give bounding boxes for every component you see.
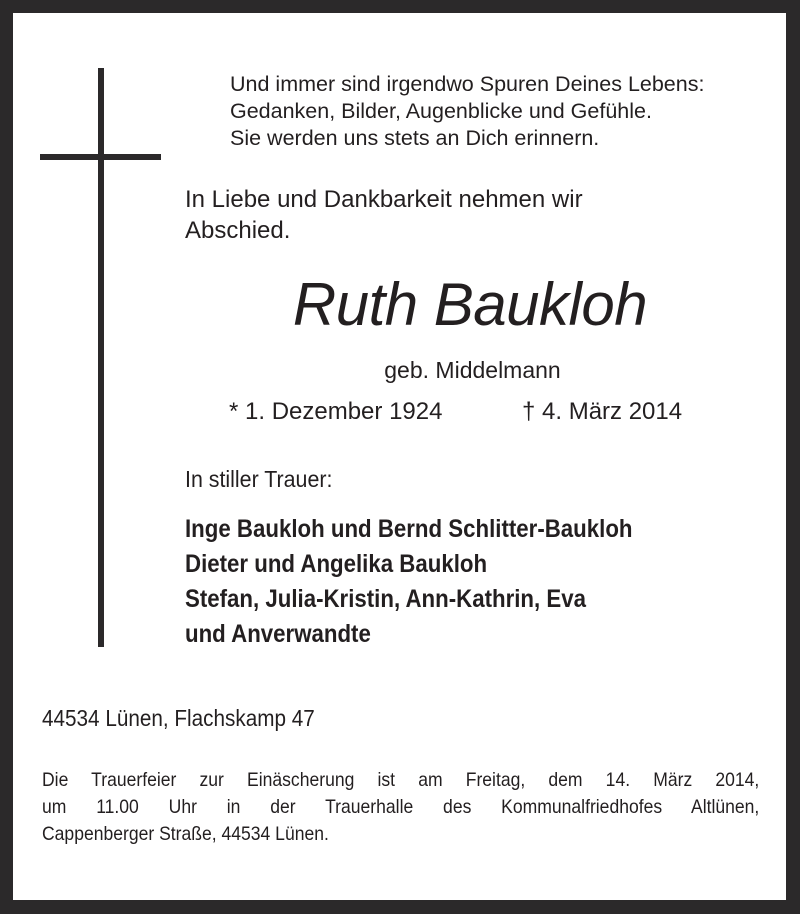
address: 44534 Lünen, Flachskamp 47: [42, 705, 315, 731]
family-line: und Anverwandte: [185, 620, 371, 648]
family-list: [185, 512, 633, 652]
intro-line: Abschied.: [185, 217, 291, 244]
family-line: Stefan, Julia-Kristin, Ann-Kathrin, Eva: [185, 585, 586, 613]
ceremony-info: [42, 767, 759, 848]
farewell-intro: [185, 184, 583, 246]
poem-line: Sie werden uns stets an Dich erinnern.: [230, 126, 600, 150]
mourning-label: In stiller Trauer:: [185, 466, 333, 492]
ceremony-line: Cappenberger Straße, 44534 Lünen.: [42, 823, 329, 845]
cross-icon-horizontal-bar: [40, 154, 161, 160]
poem-line: Und immer sind irgendwo Spuren Deines Lebens:: [230, 72, 705, 96]
family-line: Inge Baukloh und Bernd Schlitter-Baukloh: [185, 515, 633, 543]
deceased-name: Ruth Baukloh: [292, 271, 648, 338]
ceremony-line: Die Trauerfeier zur Einäscherung ist am Freitag, dem 14. März 2014,: [42, 769, 760, 791]
intro-line: In Liebe und Dankbarkeit nehmen wir: [185, 186, 583, 213]
birth-date: * 1. Dezember 1924: [229, 398, 443, 425]
poem-line: Gedanken, Bilder, Augenblicke und Gefühle.: [230, 99, 652, 123]
ceremony-line: um 11.00 Uhr in der Trauerhalle des Kommunalfriedhofes Altlünen,: [42, 796, 760, 818]
death-date: † 4. März 2014: [522, 398, 683, 425]
poem-verse: [230, 71, 704, 152]
family-line: Dieter und Angelika Baukloh: [185, 550, 488, 578]
birth-name: geb. Middelmann: [384, 357, 561, 383]
